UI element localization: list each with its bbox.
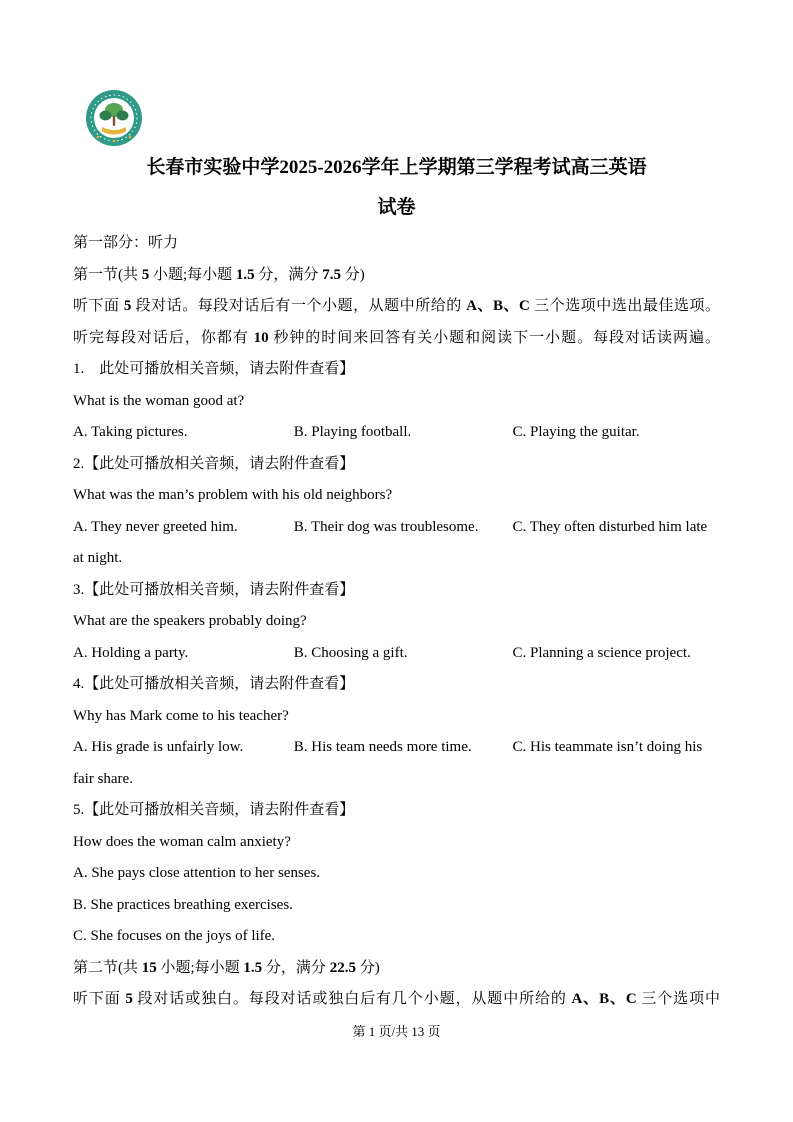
options-row xyxy=(73,417,720,449)
option-c: C. They often disturbed him late at night. xyxy=(73,518,708,566)
question-block-1 xyxy=(73,354,720,449)
exam-title-line2: 试卷 xyxy=(377,197,416,218)
question-block-5 xyxy=(73,795,720,953)
options-row xyxy=(73,512,720,575)
audio-note: 3.【此处可播放相关音频，请去附件查看】 xyxy=(73,581,355,598)
school-logo-svg xyxy=(85,88,143,152)
option-a: A. Holding a party. xyxy=(73,644,189,661)
section2-instruction: 听下面 5 段对话或独白。每段对话或独白后有几个小题，从题中所给的 A、B、C 三个选项中 xyxy=(73,991,720,1007)
option-a: A. His grade is unfairly low. xyxy=(73,739,244,755)
option-a: A. She pays close attention to her senses. xyxy=(73,865,321,881)
question-block-2 xyxy=(73,449,720,575)
part1-heading: 第一部分：听力 xyxy=(73,235,179,251)
option-b: B. Their dog was troublesome. xyxy=(293,518,479,535)
section1-instruction-line2: 听完每段对话后，你都有 10 秒钟的时间来回答有关小题和阅读下一小题。每段对话读两遍。 xyxy=(73,329,720,346)
question-text: What was the man’s problem with his old neighbors? xyxy=(73,487,393,503)
section1-instruction-line1: 听下面 5 段对话。每段对话后有一个小题，从题中所给的 A、B、C 三个选项中选出最佳选项。 xyxy=(73,298,720,314)
audio-note: 5.【此处可播放相关音频，请去附件查看】 xyxy=(73,802,355,818)
option-c: C. She focuses on the joys of life. xyxy=(73,928,276,944)
question-text: What is the woman good at? xyxy=(73,392,245,409)
options-row xyxy=(73,638,720,670)
logo-star-right xyxy=(129,136,132,139)
question-text: What are the speakers probably doing? xyxy=(73,613,307,629)
question-text: Why has Mark come to his teacher? xyxy=(73,707,289,724)
page-content xyxy=(0,148,793,1016)
page-footer: 第 1 页/共 13 页 xyxy=(352,1024,441,1039)
section1-header: 第一节(共 5 小题;每小题 1.5 分，满分 7.5 分) xyxy=(73,266,365,283)
school-logo xyxy=(85,88,143,152)
question-block-3 xyxy=(73,575,720,670)
audio-note: 1. 此处可播放相关音频，请去附件查看】 xyxy=(73,361,355,377)
option-c: C. Planning a science project. xyxy=(512,644,691,661)
question-block-4 xyxy=(73,669,720,795)
option-a: A. Taking pictures. xyxy=(73,424,188,440)
option-b: B. She practices breathing exercises. xyxy=(73,896,293,913)
logo-tree-foliage-left xyxy=(100,111,112,121)
audio-note: 2.【此处可播放相关音频，请去附件查看】 xyxy=(73,455,355,472)
option-b: B. His team needs more time. xyxy=(293,739,472,755)
exam-title xyxy=(73,148,720,228)
option-b: B. Choosing a gift. xyxy=(293,644,408,661)
option-c: C. His teammate isn’t doing his fair share. xyxy=(73,739,703,787)
audio-note: 4.【此处可播放相关音频，请去附件查看】 xyxy=(73,676,355,692)
option-a: A. They never greeted him. xyxy=(73,518,238,535)
exam-title-line1: 长春市实验中学2025-2026学年上学期第三学程考试高三英语 xyxy=(146,157,647,178)
logo-tree-trunk xyxy=(113,116,115,126)
logo-star-center xyxy=(113,140,116,143)
logo-star-left xyxy=(97,136,100,139)
options-row xyxy=(73,732,720,795)
question-text: How does the woman calm anxiety? xyxy=(73,833,291,850)
option-b: B. Playing football. xyxy=(293,424,412,440)
option-c: C. Playing the guitar. xyxy=(512,424,640,440)
logo-tree-foliage-right xyxy=(117,111,129,121)
section2-header: 第二节(共 15 小题;每小题 1.5 分，满分 22.5 分) xyxy=(73,959,380,976)
